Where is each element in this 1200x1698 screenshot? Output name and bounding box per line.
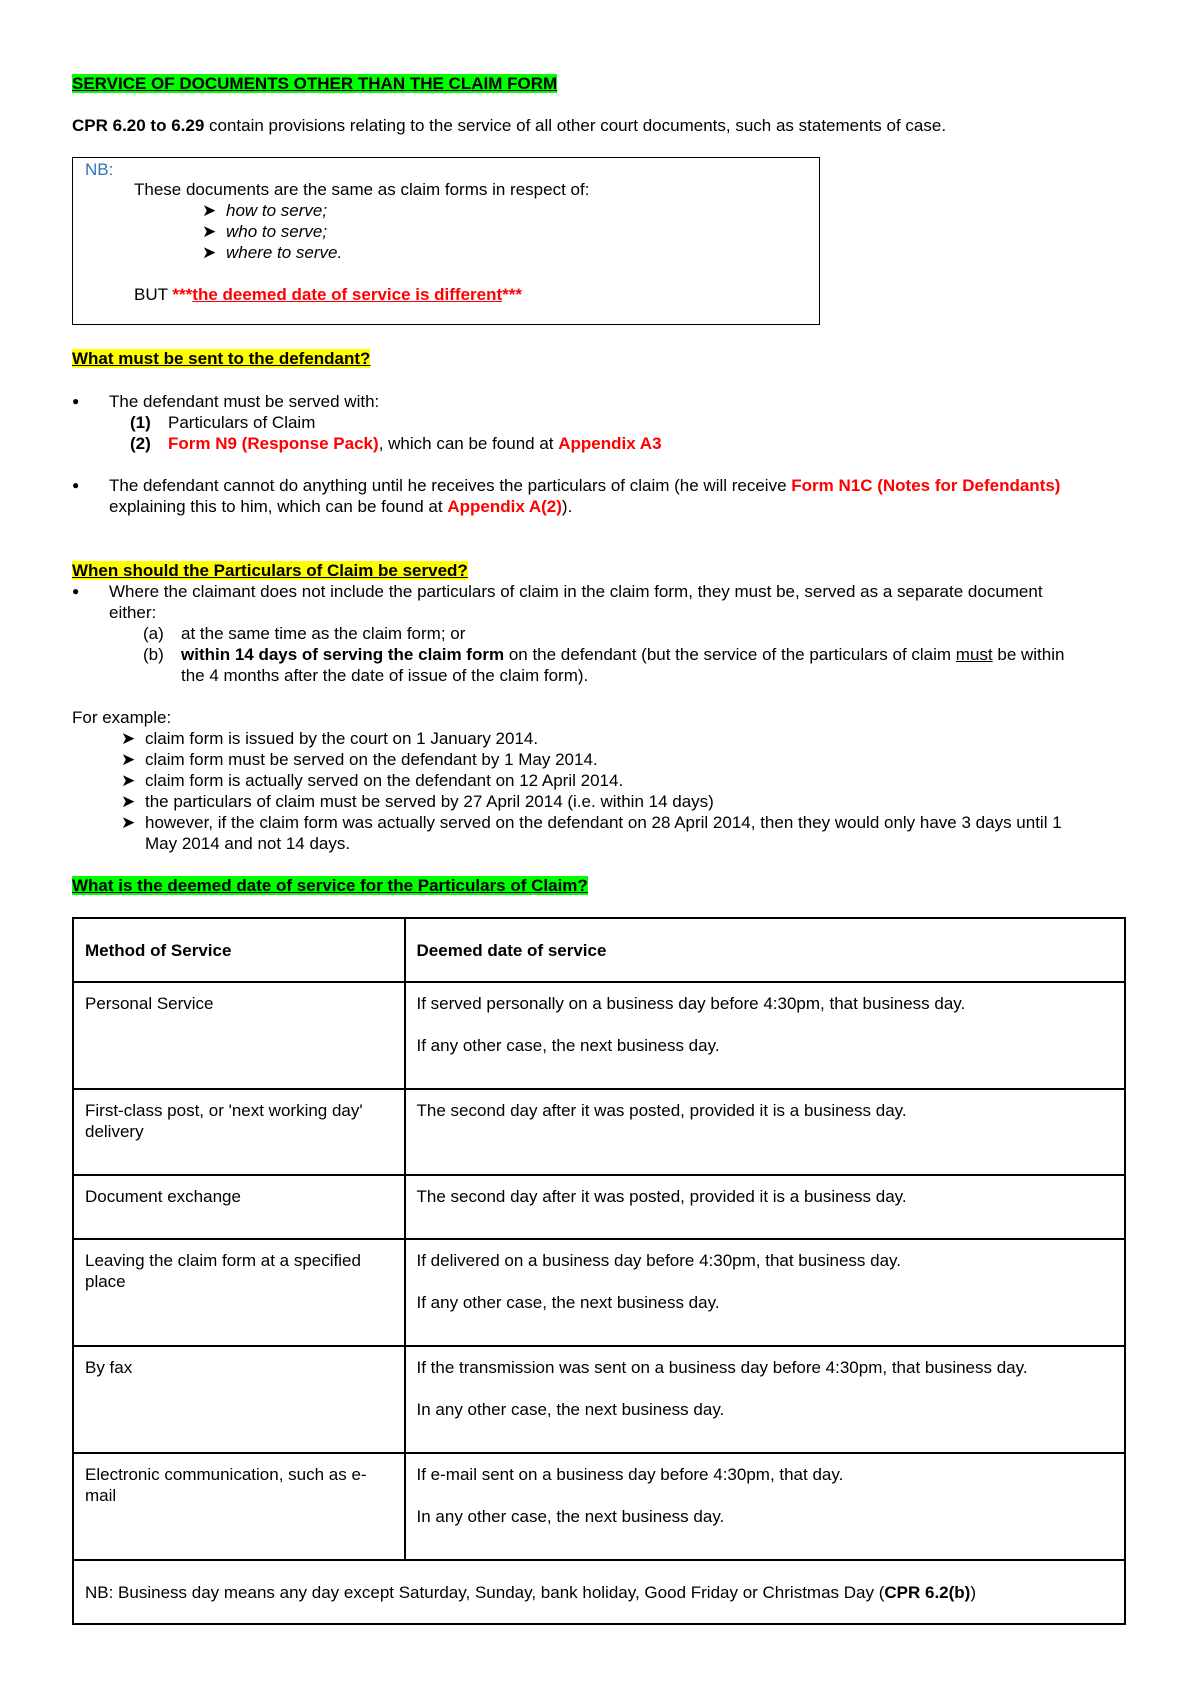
section1-heading: What must be sent to the defendant?: [72, 349, 371, 368]
section2-option-b-cont: the 4 months after the date of issue of the claim form).: [181, 666, 589, 685]
nb-item-3: ➤ where to serve.: [202, 243, 343, 262]
intro-paragraph: [72, 115, 946, 136]
method-cell: Leaving the claim form at a specified place: [73, 1239, 405, 1346]
method-cell: Personal Service: [73, 982, 405, 1089]
section1-item2: (2) Form N9 (Response Pack), which can be found at Appendix A3: [130, 434, 662, 453]
example-item-1: ➤ claim form is issued by the court on 1 January 2014.: [121, 729, 539, 748]
method-cell: First-class post, or 'next working day' delivery: [73, 1089, 405, 1175]
method-cell: By fax: [73, 1346, 405, 1453]
table-row: [73, 1453, 1125, 1560]
table-footer-row: [73, 1560, 1125, 1624]
section2-option-b: (b) within 14 days of serving the claim form on the defendant (but the service of the particulars of claim must be within: [143, 645, 1065, 664]
section1-bullet2-line2: explaining this to him, which can be found at Appendix A(2)).: [109, 497, 573, 516]
document-title: SERVICE OF DOCUMENTS OTHER THAN THE CLAIM FORM: [72, 74, 558, 93]
footer-cpr-ref: CPR 6.2(b): [884, 1582, 971, 1602]
deemed-cell: If e-mail sent on a business day before 4:30pm, that day. In any other case, the next business day.: [405, 1453, 1125, 1560]
nb-item-1: ➤ how to serve;: [202, 201, 328, 220]
table-row: [73, 1239, 1125, 1346]
section2-option-a: (a) at the same time as the claim form; or: [143, 624, 466, 643]
intro-cpr-ref: CPR 6.20 to 6.29: [72, 116, 205, 135]
arrow-bullet-icon: ➤: [202, 201, 217, 220]
example-item-3: ➤ claim form is actually served on the defendant on 12 April 2014.: [121, 771, 624, 790]
method-cell: Electronic communication, such as e-mail: [73, 1453, 405, 1560]
header-method: Method of Service: [73, 918, 405, 982]
table-header-row: [73, 918, 1125, 982]
deemed-service-table: [72, 917, 1126, 1625]
arrow-bullet-icon: ➤: [121, 813, 136, 832]
bullet-dot-icon: ●: [72, 394, 80, 408]
arrow-bullet-icon: ➤: [121, 792, 136, 811]
deemed-cell: The second day after it was posted, provided it is a business day.: [405, 1089, 1125, 1175]
section3-heading: What is the deemed date of service for the Particulars of Claim?: [72, 876, 588, 895]
deemed-cell: If delivered on a business day before 4:30pm, that business day. If any other case, the next business day.: [405, 1239, 1125, 1346]
nb-label: NB:: [85, 160, 114, 179]
section2-heading: When should the Particulars of Claim be served?: [72, 561, 468, 580]
intro-text: contain provisions relating to the service of all other court documents, such as statements of case.: [204, 116, 947, 135]
arrow-bullet-icon: ➤: [202, 222, 217, 241]
example-item-2: ➤ claim form must be served on the defendant by 1 May 2014.: [121, 750, 598, 769]
header-deemed: Deemed date of service: [405, 918, 1125, 982]
deemed-cell: The second day after it was posted, provided it is a business day.: [405, 1175, 1125, 1239]
example-item-5: ➤ however, if the claim form was actually served on the defendant on 28 April 2014, then they would only have 3 days until 1: [121, 813, 1062, 832]
section1-item1: (1) Particulars of Claim: [130, 413, 316, 432]
nb-but-line: BUT ***the deemed date of service is different***: [134, 285, 523, 304]
table-row: [73, 1089, 1125, 1175]
section1-bullet1-lead: The defendant must be served with:: [109, 392, 380, 411]
bullet-dot-icon: ●: [72, 584, 80, 598]
example-item-5-cont: May 2014 and not 14 days.: [145, 834, 351, 853]
section2-bullet-line1: Where the claimant does not include the particulars of claim in the claim form, they must be, served as a separate document: [109, 582, 1043, 601]
example-item-4: ➤ the particulars of claim must be served by 27 April 2014 (i.e. within 14 days): [121, 792, 714, 811]
section2-bullet-line2: either:: [109, 603, 157, 622]
table-row: [73, 1175, 1125, 1239]
table-row: [73, 982, 1125, 1089]
nb-lead: These documents are the same as claim forms in respect of:: [134, 180, 590, 199]
deemed-cell: If the transmission was sent on a business day before 4:30pm, that business day. In any other case, the next business day.: [405, 1346, 1125, 1453]
nb-item-2: ➤ who to serve;: [202, 222, 328, 241]
arrow-bullet-icon: ➤: [121, 729, 136, 748]
method-cell: Document exchange: [73, 1175, 405, 1239]
deemed-date-emphasis: the deemed date of service is different: [192, 285, 503, 304]
business-day-note: NB: Business day means any day except Saturday, Sunday, bank holiday, Good Friday or Christmas Day (CPR 6.2(b)): [73, 1560, 1125, 1624]
arrow-bullet-icon: ➤: [121, 771, 136, 790]
arrow-bullet-icon: ➤: [202, 243, 217, 262]
table-row: [73, 1346, 1125, 1453]
bullet-dot-icon: ●: [72, 478, 80, 492]
example-lead: For example:: [72, 708, 172, 727]
deemed-cell: If served personally on a business day before 4:30pm, that business day. If any other case, the next business day.: [405, 982, 1125, 1089]
arrow-bullet-icon: ➤: [121, 750, 136, 769]
section1-bullet2-line1: The defendant cannot do anything until he receives the particulars of claim (he will receive Form N1C (Notes for Defendants): [109, 476, 1061, 495]
